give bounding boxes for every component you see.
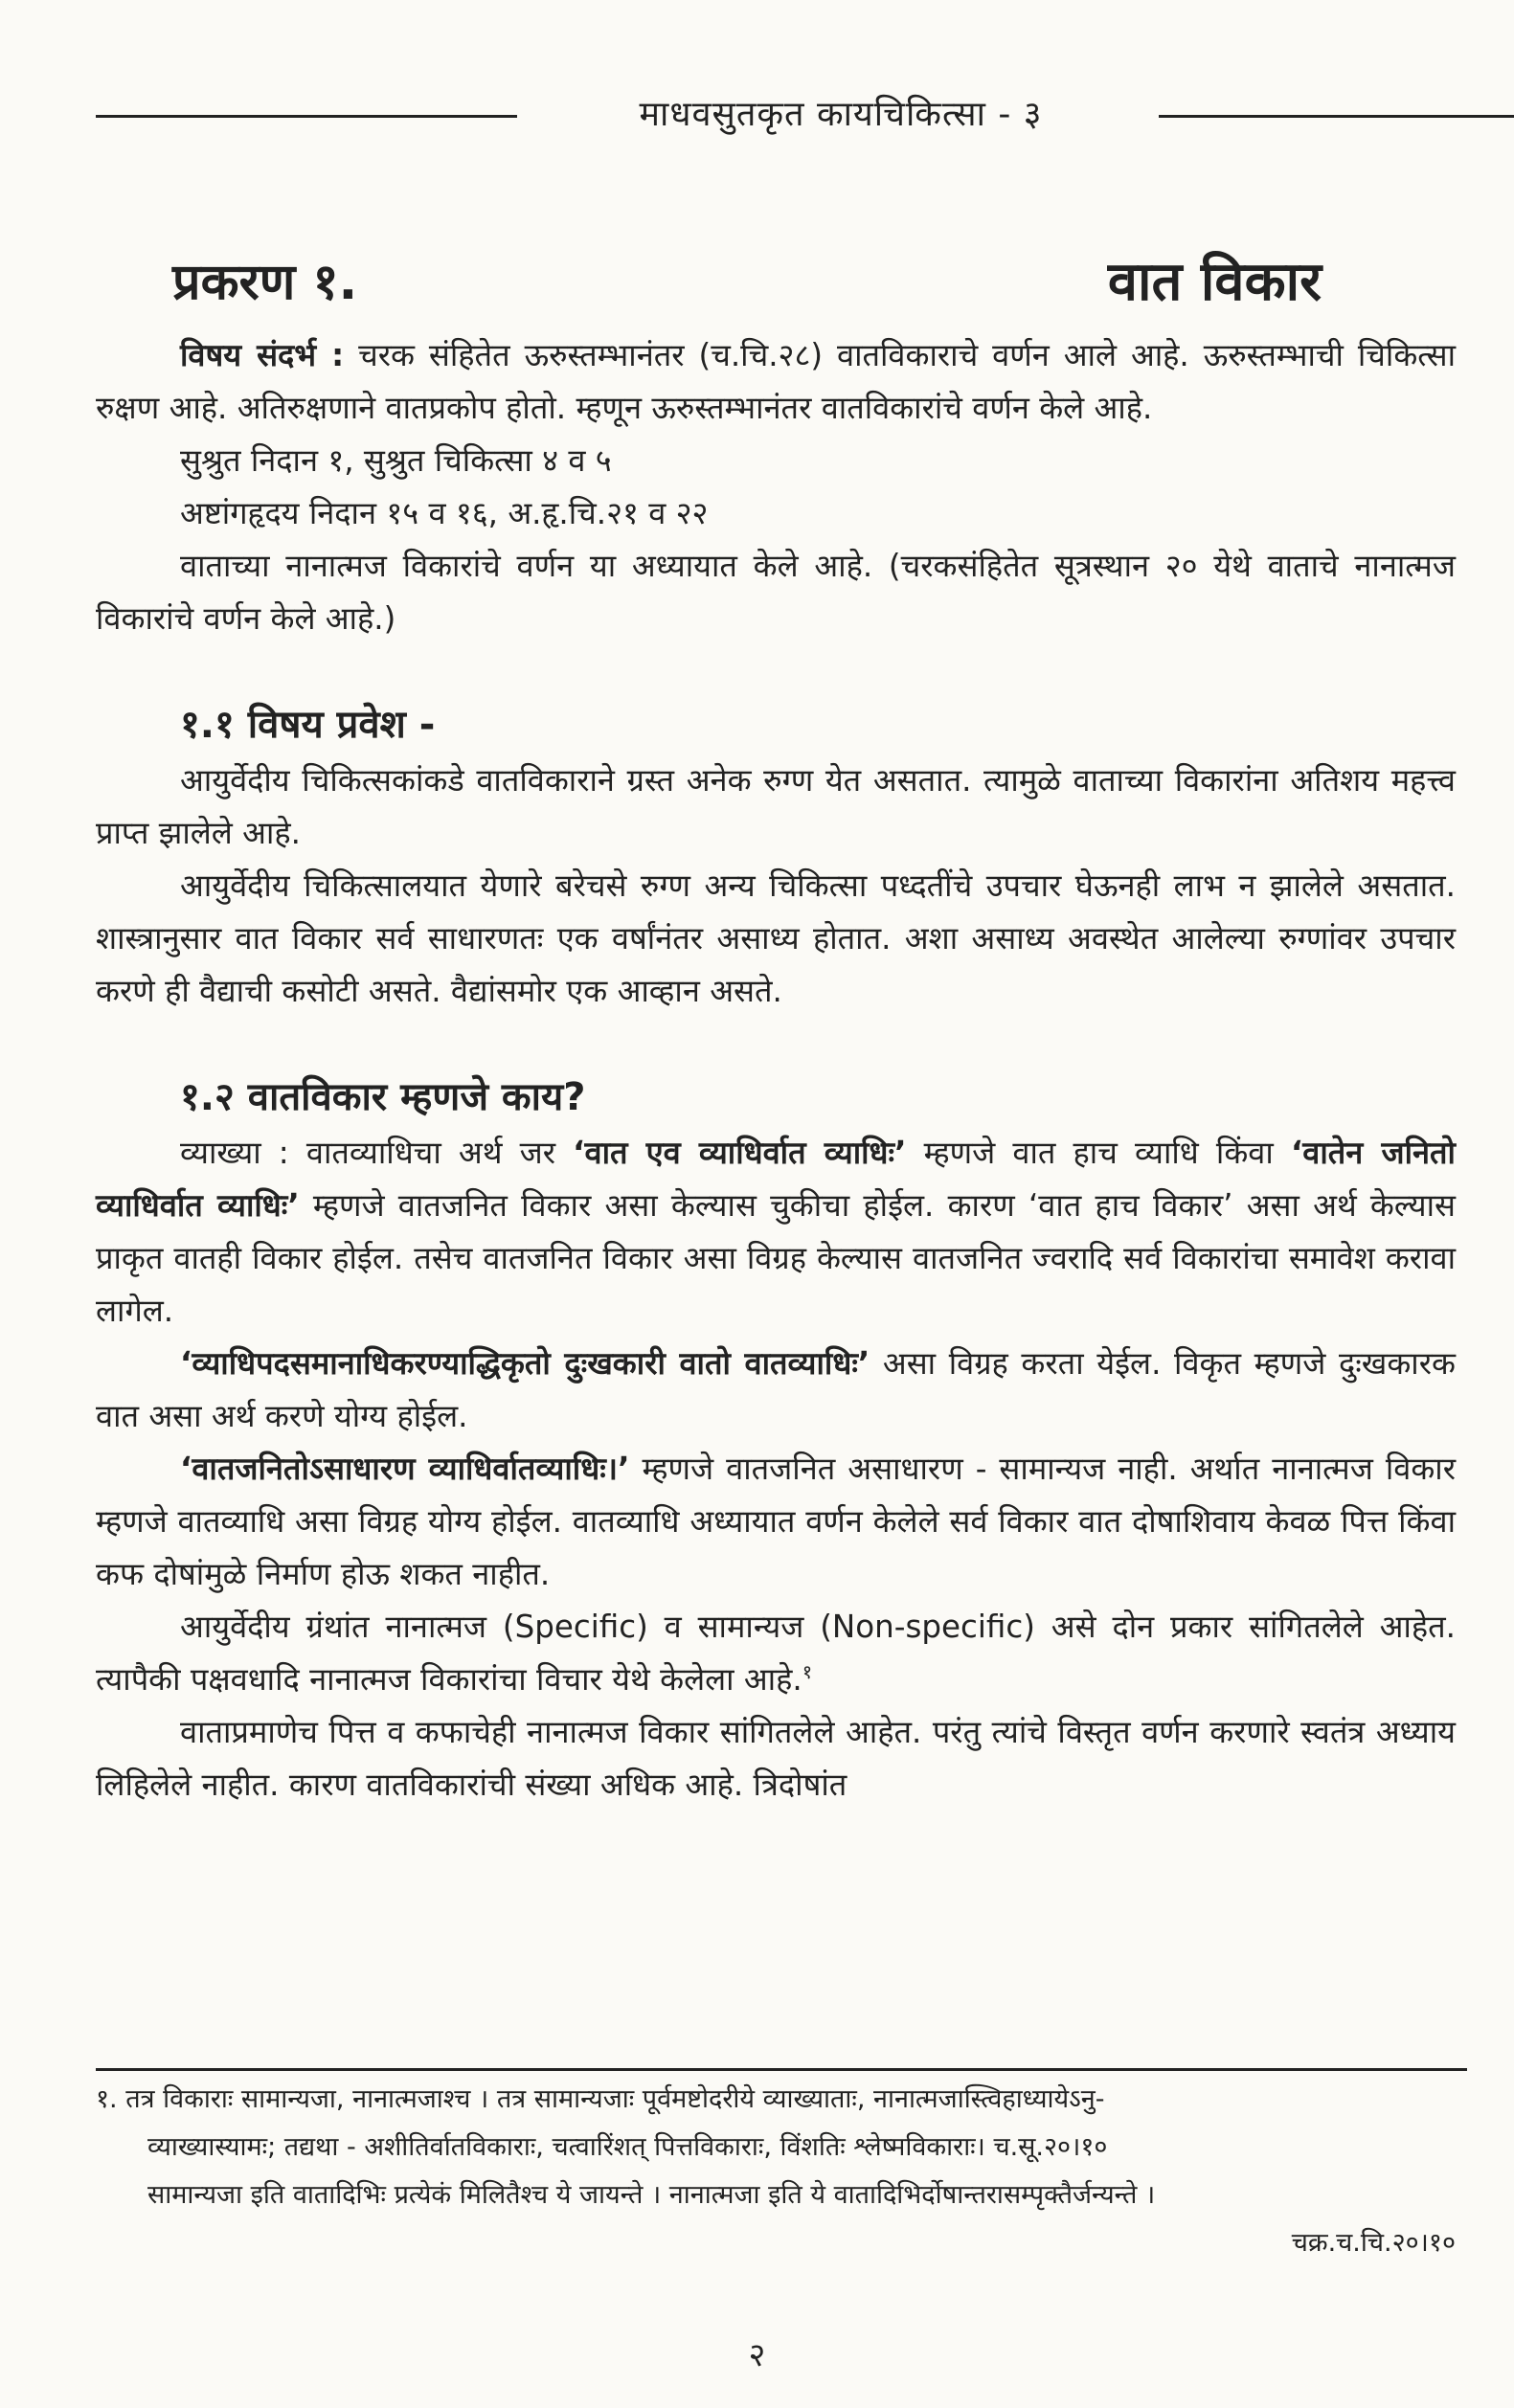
context-note: वाताच्या नानात्मज विकारांचे वर्णन या अध्यायात केले आहे. (चरकसंहितेत सूत्रस्थान २० येथे वाताचे नानात्मज विकारांचे वर्णन केले आहे.) — [96, 548, 1456, 637]
chapter-number: प्रकरण १. — [172, 254, 358, 311]
paragraph — [96, 1338, 1456, 1443]
text-span: म्हणजे वातजनित विकार असा केल्यास चुकीचा होईल. कारण ‘वात हाच विकार’ असा अर्थ केल्यास प्राकृत वातही विकार होईल. तसेच वातजनित विकार असा विग्रह केल्यास वातजनित ज्वरादि सर्व विकारांचा समावेश करावा लागेल. — [96, 1187, 1456, 1329]
context-label: विषय संदर्भ : — [180, 337, 345, 373]
text-span: म्हणजे वातजनित असाधारण - सामान्यज नाही. अर्थात नानात्मज विकार म्हणजे वातव्याधि असा विग्रह योग्य होईल. वातव्याधि अध्यायात वर्णन केलेले सर्व विकार वात दोषाशिवाय केवळ पित्त किंवा कफ दोषांमुळे निर्माण होऊ शकत नाहीत. — [96, 1451, 1457, 1592]
definition-paragraph — [96, 1127, 1456, 1338]
footnote-separator — [96, 2068, 1467, 2071]
paragraph: आयुर्वेदीय चिकित्सकांकडे वातविकाराने ग्रस्त अनेक रुग्ण येत असतात. त्यामुळे वाताच्या विकारांना अतिशय महत्त्व प्राप्त झालेले आहे. — [96, 762, 1456, 851]
chapter-heading — [172, 244, 1360, 321]
text-span: व्याख्या : वातव्याधिचा अर्थ जर — [180, 1135, 556, 1171]
footnote-line: व्याख्यास्यामः; तद्यथा - अशीतिर्वातविकाराः, चत्वारिंशत् पित्तविकाराः, विंशतिः श्लेष्मविकाराः। च.सू.२०।१० — [147, 2132, 1108, 2162]
running-header — [96, 88, 1456, 146]
text-span: म्हणजे वात हाच व्याधि किंवा — [923, 1135, 1274, 1171]
footnote-source: चक्र.च.चि.२०।१० — [1291, 2228, 1456, 2258]
paragraph — [96, 1601, 1456, 1706]
context-paragraph — [96, 329, 1456, 435]
header-rule-right — [1159, 115, 1514, 118]
sanskrit-quote: ‘वातजनितोऽसाधारण व्याधिर्वातव्याधिः।’ — [180, 1451, 630, 1487]
footnote — [96, 2076, 1456, 2267]
chapter-title: वात विकार — [1107, 251, 1322, 313]
text-span: आयुर्वेदीय ग्रंथांत नानात्मज (Specific) व सामान्यज (Non-specific) असे दोन प्रकार सांगितलेले आहेत. त्यापैकी पक्षवधादि नानात्मज विकारांचा विचार येथे केलेला आहे. — [96, 1609, 1456, 1698]
section-heading: १.१ विषय प्रवेश - — [180, 703, 436, 747]
page-body — [96, 329, 1456, 1812]
sanskrit-quote: ‘व्याधिपदसमानाधिकरण्याद्धिकृतो दुःखकारी वातो वातव्याधिः’ — [180, 1345, 870, 1382]
footnote-marker[interactable]: १ — [802, 1660, 813, 1684]
reference-line: अष्टांगहृदय निदान १५ व १६, अ.हृ.चि.२१ व २२ — [180, 495, 709, 531]
context-text: चरक संहितेत ऊरुस्तम्भानंतर (च.चि.२८) वातविकाराचे वर्णन आले आहे. ऊरुस्तम्भाची चिकित्सा रुक्षण आहे. अतिरुक्षणाने वातप्रकोप होतो. म्हणून ऊरुस्तम्भानंतर वातविकारांचे वर्णन केले आहे. — [96, 337, 1456, 426]
sanskrit-quote: ‘वातेन जनितो व्याधिर्वात व्याधिः’ — [96, 1135, 1456, 1224]
paragraph: आयुर्वेदीय चिकित्सालयात येणारे बरेचसे रुग्ण अन्य चिकित्सा पध्दतींचे उपचार घेऊनही लाभ न झालेले असतात. शास्त्रानुसार वात विकार सर्व साधारणतः एक वर्षांनंतर असाध्य होतात. अशा असाध्य अवस्थेत आलेल्या रुग्णांवर उपचार करणे ही वैद्याची कसोटी असते. वैद्यांसमोर एक आव्हान असते. — [96, 867, 1456, 1009]
section-heading: १.२ वातविकार म्हणजे काय? — [180, 1075, 586, 1119]
running-title: माधवसुतकृत कायचिकित्सा - ३ — [639, 95, 1043, 134]
footnote-line: सामान्यजा इति वातादिभिः प्रत्येकं मिलितैश्च ये जायन्ते । नानात्मजा इति ये वातादिभिर्दोषान्तरासम्पृक्तैर्जन्यन्ते । — [147, 2180, 1156, 2210]
sanskrit-quote: ‘वात एव व्याधिर्वात व्याधिः’ — [573, 1135, 907, 1171]
paragraph — [96, 1443, 1456, 1601]
header-rule-left — [96, 115, 517, 118]
paragraph: वाताप्रमाणेच पित्त व कफाचेही नानात्मज विकार सांगितलेले आहेत. परंतु त्यांचे विस्तृत वर्णन करणारे स्वतंत्र अध्याय लिहिलेले नाहीत. कारण वातविकारांची संख्या अधिक आहे. त्रिदोषांत — [96, 1714, 1456, 1803]
text-span: असा विग्रह करता येईल. विकृत म्हणजे दुःखकारक वात असा अर्थ करणे योग्य होईल. — [96, 1345, 1456, 1434]
reference-line: सुश्रुत निदान १, सुश्रुत चिकित्सा ४ व ५ — [180, 442, 612, 479]
footnote-line: १. तत्र विकाराः सामान्यजा, नानात्मजाश्च । तत्र सामान्यजाः पूर्वमष्टोदरीये व्याख्याताः, नानात्मजास्त्विहाध्यायेऽनु- — [96, 2084, 1105, 2114]
page-number: २ — [748, 2336, 766, 2374]
